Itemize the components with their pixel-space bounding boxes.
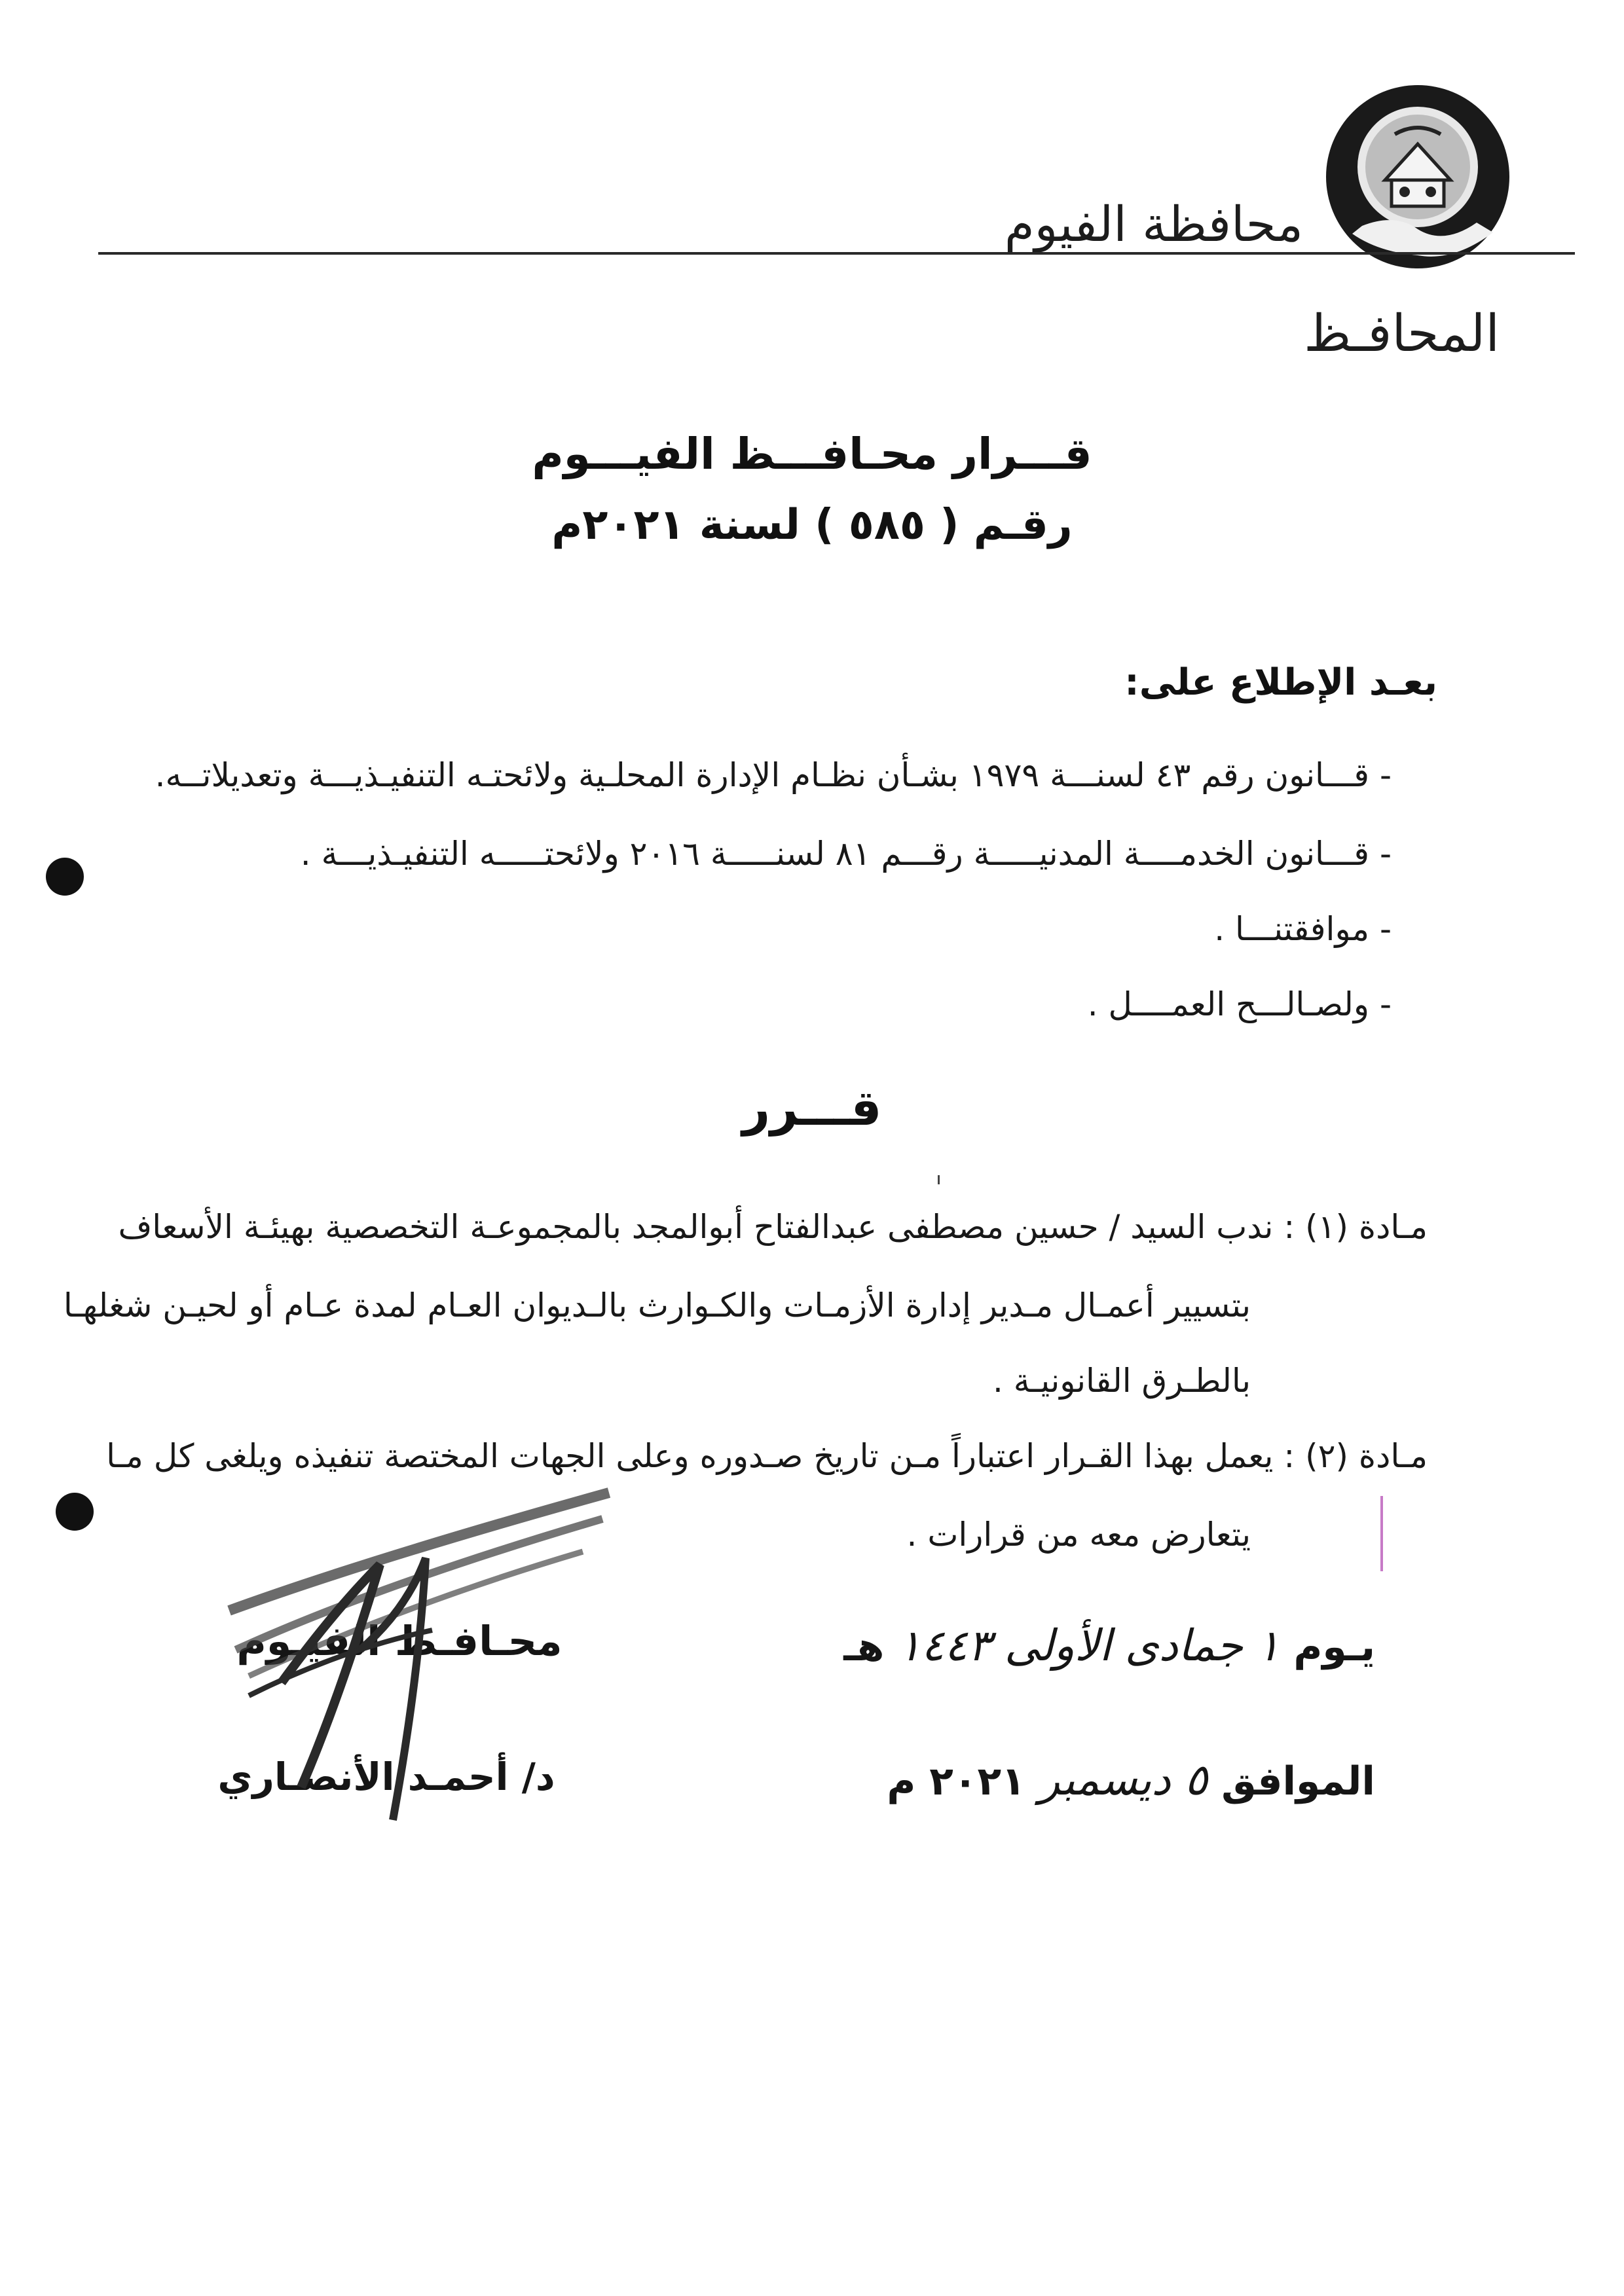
article-1-line: مـادة (١) : ندب السيد / حسين مصطفى عبدالفتاح أبوالمجد بالمجموعـة التخصصية بهيئـة الأسعاف — [118, 1208, 1428, 1246]
punch-hole — [56, 1493, 94, 1531]
gregorian-date-handwritten: ٥ ديسمبر — [1039, 1755, 1208, 1805]
margin-mark — [1380, 1496, 1383, 1571]
clause-item: - ولصـالـــح العمــــل . — [1087, 985, 1392, 1023]
article-2-line: مـادة (٢) : يعمل بهذا القـرار اعتباراً مـن تاريخ صـدوره وعلى الجهات المختصة تنفيذه ويلغى كل مـا — [106, 1437, 1428, 1475]
article-1-continuation: بالطـرق القانونيـة . — [993, 1362, 1251, 1400]
gregorian-date-year: ٢٠٢١ — [929, 1758, 1025, 1804]
hijri-date-suffix: هـ — [843, 1624, 885, 1670]
signature-name: د/ أحمـد الأنصـاري — [217, 1755, 555, 1799]
gregorian-date-suffix: م — [887, 1758, 916, 1804]
punch-hole — [46, 858, 84, 896]
decision-title: قـــرار محـافـــظ الفيـــوم — [532, 429, 1092, 479]
gregorian-date-prefix: الموافق — [1221, 1758, 1375, 1804]
article-1-continuation: بتسيير أعمـال مـدير إدارة الأزمـات والكـوارث بالـديوان العـام لمدة عـام أو لحيـن شغلهـا — [63, 1286, 1251, 1324]
decision-number: رقـم ( ٥٨٥ ) لسنة ٢٠٢١م — [551, 501, 1073, 549]
gregorian-date — [655, 1755, 1375, 1805]
hijri-date — [655, 1620, 1375, 1671]
governorate-name: محافظة الفيوم — [1004, 196, 1303, 253]
hijri-date-prefix: يـوم — [1293, 1624, 1375, 1670]
governorate-seal-icon — [1323, 82, 1513, 272]
article-2-continuation: يتعارض معه من قرارات . — [906, 1516, 1251, 1554]
office-label: المحافـظ — [1304, 304, 1500, 363]
clause-item: - قـــانون رقم ٤٣ لسنـــة ١٩٧٩ بشـأن نظـام الإدارة المحلـية ولائحتـه التنفيـذيـــة وتعديلاتــه. — [155, 756, 1392, 794]
hijri-date-handwritten: ١ جمادى الأولى ١٤٤٣ — [898, 1620, 1280, 1671]
clause-item: - قـــانون الخدمــــة المدنيـــــة رقـــم ٨١ لسنـــــة ٢٠١٦ ولائحتـــــه التنفيـذيـــة . — [300, 835, 1392, 873]
decided-heading: قـــرر — [742, 1080, 882, 1137]
header-divider — [98, 252, 1575, 255]
clause-item: - موافقتنـــا . — [1214, 910, 1392, 948]
after-review-heading: بعـد الإطلاع على: — [1124, 661, 1437, 704]
signature-scribble — [210, 1480, 629, 1846]
signature-title: محـافـظ الفيـوم — [236, 1617, 563, 1665]
stray-mark — [938, 1175, 940, 1184]
